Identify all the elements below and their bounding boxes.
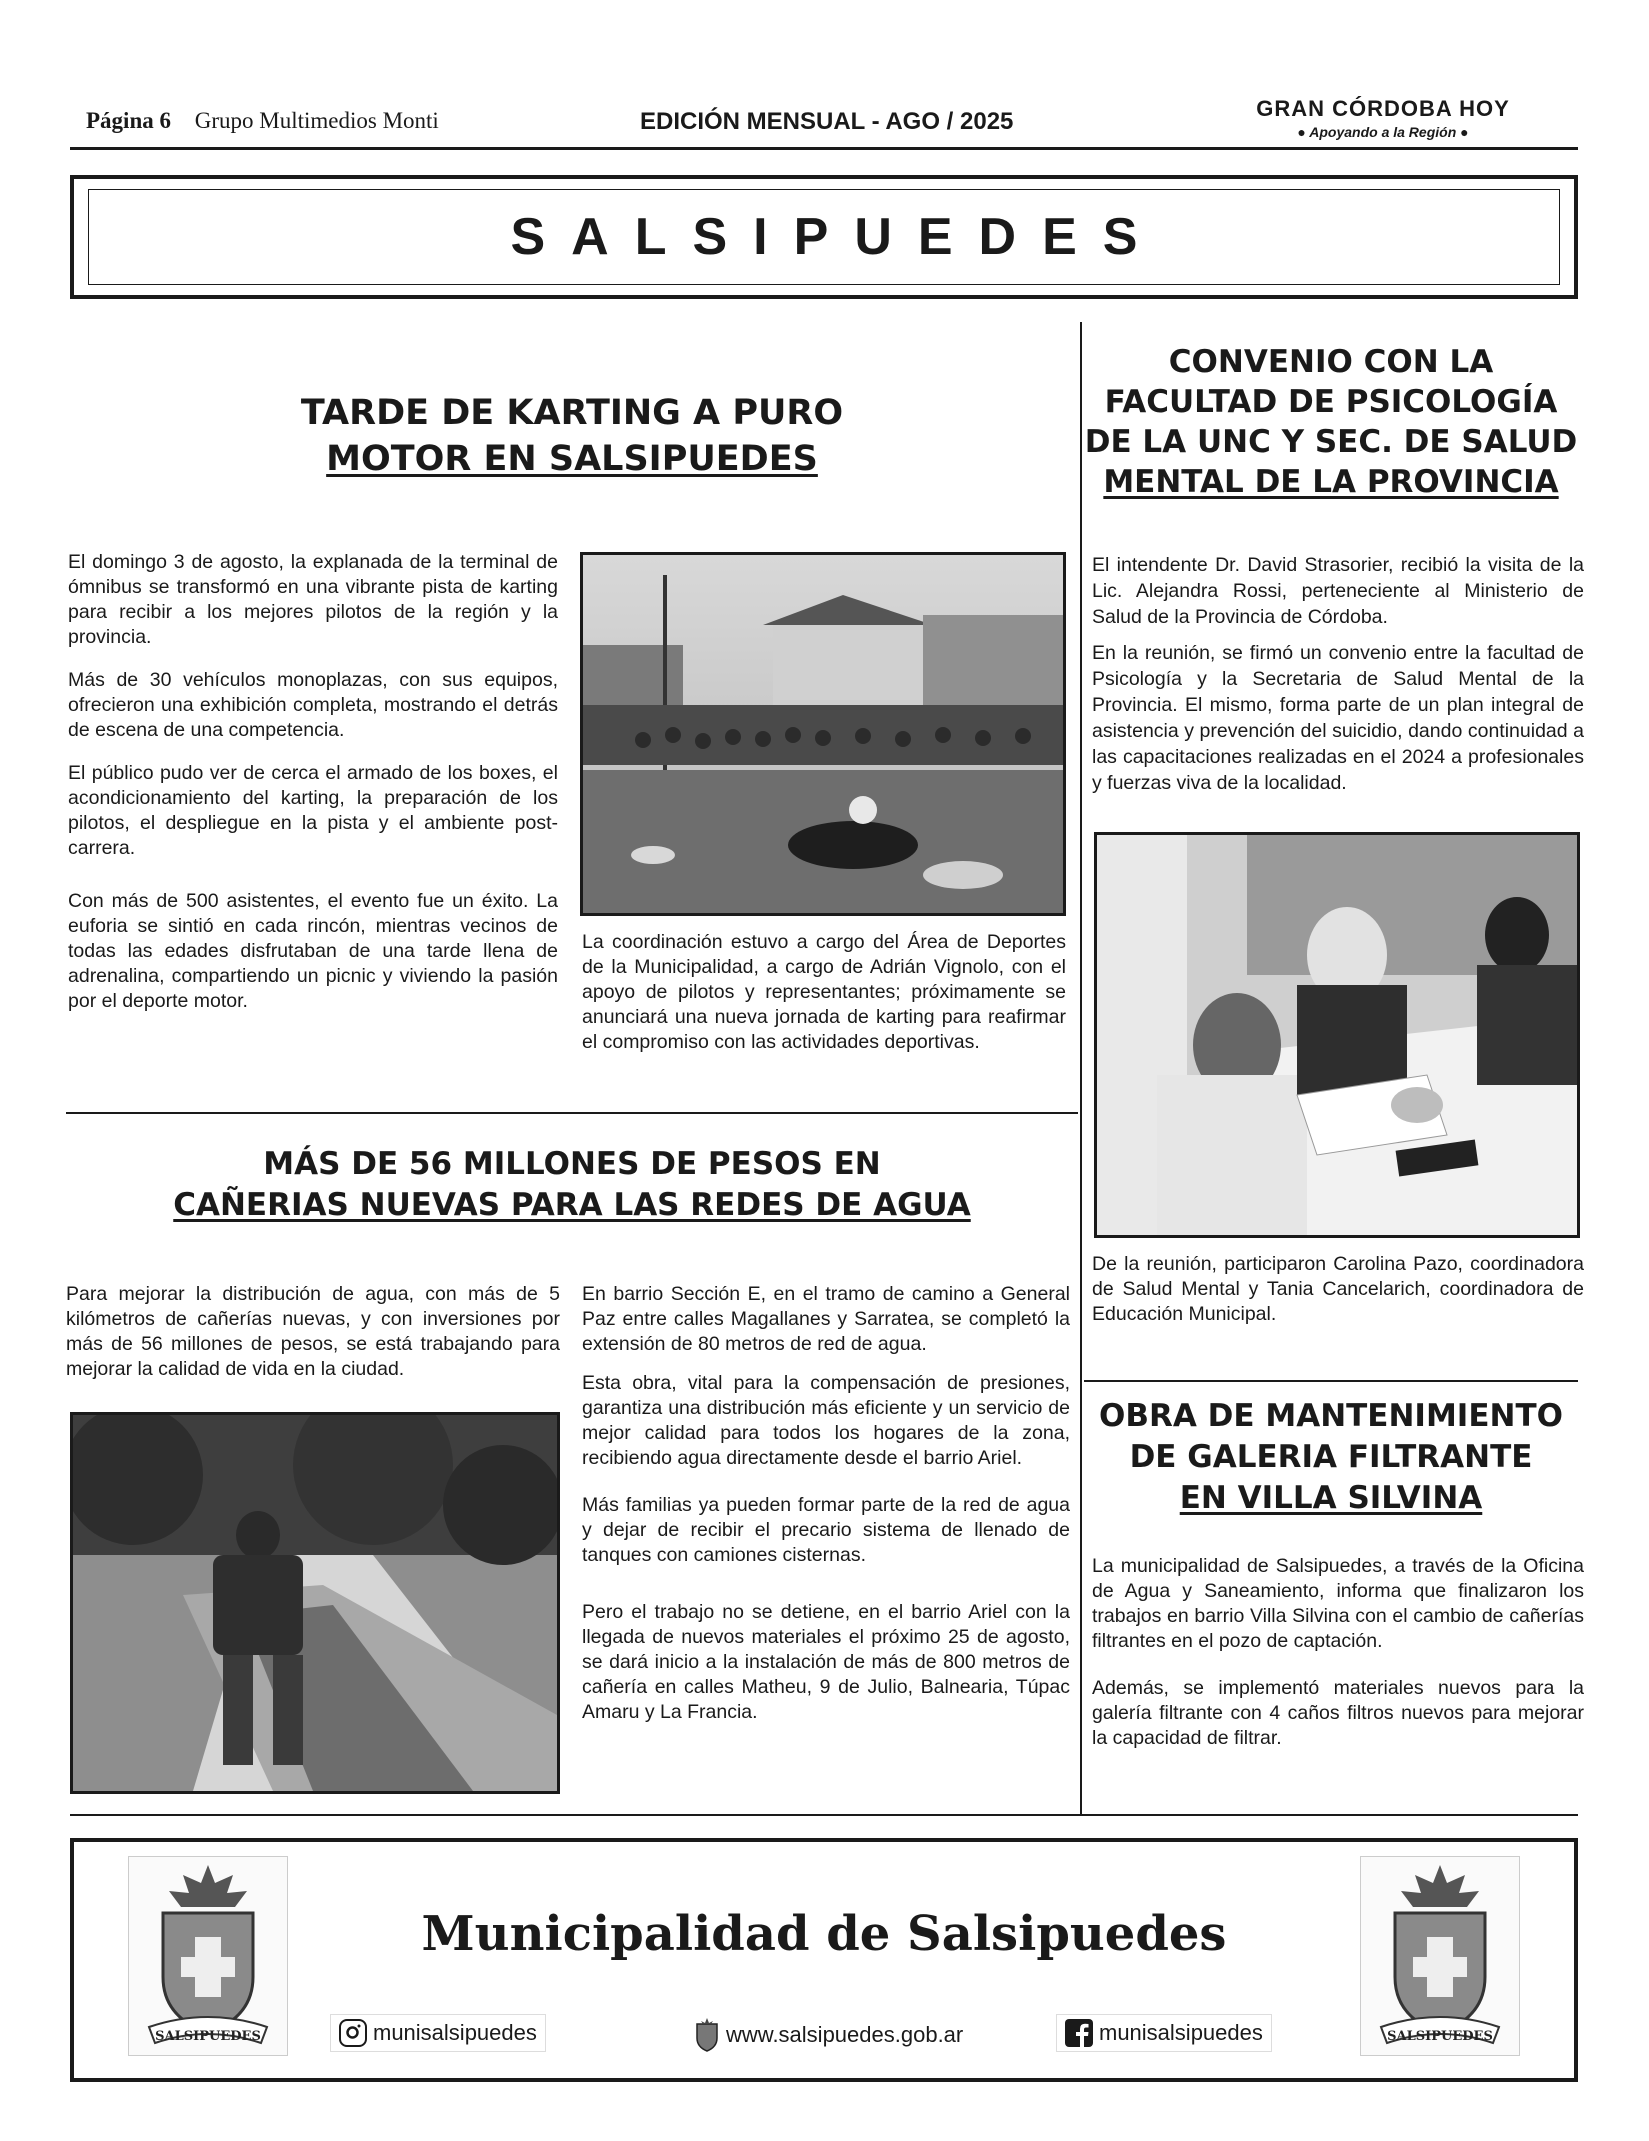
convenio-photo bbox=[1094, 832, 1580, 1238]
brand-name: GRAN CÓRDOBA HOY bbox=[1256, 96, 1510, 121]
column-divider bbox=[1080, 322, 1082, 1814]
karting-photo bbox=[580, 552, 1066, 916]
small-shield-icon bbox=[694, 2018, 720, 2052]
brand-tagline: ● Apoyando a la Región ● bbox=[1297, 124, 1469, 140]
agua-photo bbox=[70, 1412, 560, 1794]
karting-photo-image bbox=[583, 555, 1063, 913]
facebook-handle[interactable]: munisalsipuedes bbox=[1056, 2014, 1272, 2052]
convenio-photo-image bbox=[1097, 835, 1577, 1235]
galeria-headline: OBRA DE MANTENIMIENTO DE GALERIA FILTRANTE EN VILLA SILVINA bbox=[1099, 1398, 1563, 1516]
agua-body-col1: Para mejorar la distribución de agua, con más de 5 kilómetros de cañerías nuevas, y con inversiones por más de 56 millones de pesos, se está trabajando para mejorar la calidad de vida en la ciudad. bbox=[66, 1283, 560, 1380]
section-divider-footer bbox=[70, 1814, 1578, 1816]
header-rule bbox=[70, 147, 1578, 150]
municipality-name: Municipalidad de Salsipuedes bbox=[421, 1906, 1227, 1962]
convenio-headline: CONVENIO CON LA FACULTAD DE PSICOLOGÍA DE LA UNC Y SEC. DE SALUD MENTAL DE LA PROVINCIA bbox=[1084, 344, 1578, 500]
karting-body-col1: El domingo 3 de agosto, la explanada de la terminal de ómnibus se transformó en una vibrante pista de karting para recibir a los mejores pilotos de la región y la provincia. Más de 30 vehículos monoplazas, con sus equipos, ofrecieron una exhibición completa, mostrando el detrás de escena de una competencia. El público pudo ver de cerca el armado de los boxes, el acondicionamiento del karting, la preparación de los pilotos, el despliegue en la pista y el ambiente post-carrera. Con más de 500 asistentes, el evento fue un éxito. La euforia se sintió en cada rincón, mientras vecinos de todas las edades disfrutaban de una tarde llena de adrenalina, compartiendo un picnic y viviendo la pasión por el deporte motor. bbox=[68, 551, 558, 1012]
newspaper-brand bbox=[1238, 96, 1528, 140]
website-link[interactable]: www.salsipuedes.gob.ar bbox=[686, 2014, 971, 2056]
karting-body-col2: La coordinación estuvo a cargo del Área de Deportes de la Municipalidad, a cargo de Adrián Vignolo, con el apoyo de pilotos y representantes; próximamente se anunciará una nueva jornada de karting para reafirmar el compromiso con las actividades deportivas. bbox=[582, 931, 1066, 1053]
section-banner bbox=[70, 175, 1578, 299]
instagram-icon bbox=[339, 2019, 367, 2047]
page-header-left bbox=[86, 108, 439, 134]
section-title: SALSIPUEDES bbox=[510, 208, 1164, 266]
shield-label-left: SALSIPUEDES bbox=[155, 2029, 261, 2044]
agua-headline: MÁS DE 56 MILLONES DE PESOS EN CAÑERIAS NUEVAS PARA LAS REDES DE AGUA bbox=[173, 1146, 971, 1223]
convenio-body-top: El intendente Dr. David Strasorier, recibió la visita de la Lic. Alejandra Rossi, perteneciente al Ministerio de Salud de la Provincia de Córdoba. En la reunión, se firmó un convenio entre la facultad de Psicología y la Secretaria de Salud Mental de la Provincia. El mismo, forma parte de un plan integral de asistencia y prevención del suicidio, dando continuidad a las capacitaciones realizadas en el 2024 a profesionales y fuerzas viva de la localidad. bbox=[1092, 554, 1584, 794]
convenio-body-bottom: De la reunión, participaron Carolina Pazo, coordinadora de Salud Mental y Tania Cancelarich, coordinadora de Educación Municipal. bbox=[1092, 1253, 1584, 1325]
instagram-handle[interactable]: munisalsipuedes bbox=[330, 2014, 546, 2052]
galeria-body: La municipalidad de Salsipuedes, a través de la Oficina de Agua y Saneamiento, informa que finalizaron los trabajos en barrio Villa Silvina con el cambio de cañerías filtrantes en el pozo de captación. Además, se implementó materiales nuevos para la galería filtrante con 4 caños filtros nuevos para mejorar la capacidad de filtrar. bbox=[1092, 1555, 1584, 1749]
section-divider-karting bbox=[66, 1112, 1078, 1114]
agua-body-col2: En barrio Sección E, en el tramo de camino a General Paz entre calles Magallanes y Sarratea, se completó la extensión de 80 metros de red de agua. Esta obra, vital para la compensación de presiones, garantiza una distribución más eficiente y un servicio de mejor calidad para todos los hogares de la zona, recibiendo agua directamente desde el barrio Ariel. Más familias ya pueden formar parte de la red de agua y dejar de recibir el precario sistema de llenado de tanques con camiones cisternas. Pero el trabajo no se detiene, en el barrio Ariel con la llegada de nuevos materiales el próximo 25 de agosto, se dará inicio a la instalación de más de 800 metros de cañería en calles Matheu, 9 de Julio, Balnearia, Túpac Amaru y La Francia. bbox=[582, 1283, 1070, 1723]
facebook-icon bbox=[1065, 2019, 1093, 2047]
section-divider-convenio bbox=[1084, 1380, 1578, 1382]
karting-headline: TARDE DE KARTING A PURO MOTOR EN SALSIPUEDES bbox=[300, 393, 844, 479]
edition-label: EDICIÓN MENSUAL - AGO / 2025 bbox=[640, 108, 1014, 135]
page-number: Página 6 bbox=[86, 108, 171, 133]
publisher-name: Grupo Multimedios Monti bbox=[194, 108, 439, 133]
municipality-footer-ad bbox=[70, 1838, 1578, 2082]
shield-label-right: SALSIPUEDES bbox=[1387, 2029, 1493, 2044]
agua-photo-image bbox=[73, 1415, 557, 1791]
